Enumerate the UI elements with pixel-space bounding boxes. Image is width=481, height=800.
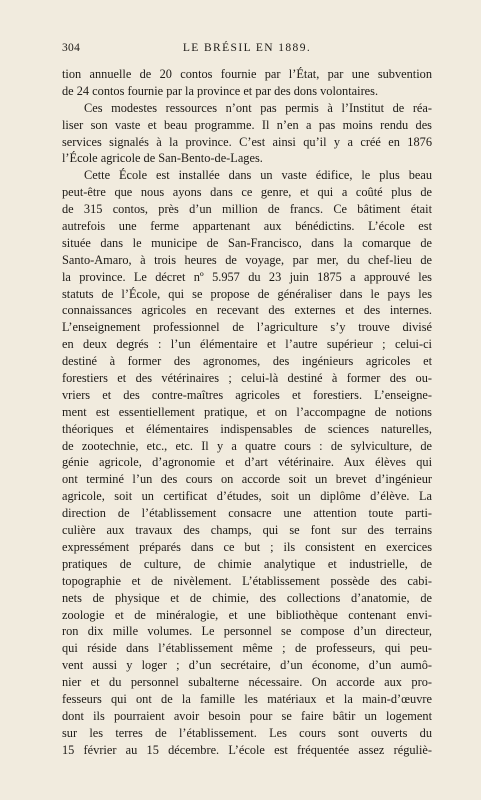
text-line: zoologie et de minéralogie, et une bibliothèque contenant envi- (62, 607, 432, 622)
text-line: L’enseignement professionnel de l’agriculture s’y trouve divisé (62, 320, 432, 335)
text-line: vriers et des contre-maîtres agricoles et forestiers. L’enseigne- (62, 387, 432, 402)
text-line: théoriques et élémentaires indispensables de sciences naturelles, (62, 421, 432, 436)
text-line: direction de l’établissement consacre une attention toute parti- (62, 506, 432, 521)
text-line: vent aussi y loger ; d’un secrétaire, d’un économe, d’un aumô- (62, 658, 432, 673)
text-line: ment est essentiellement pratique, et on l’accompagne de notions (62, 404, 432, 419)
text-line: liser son vaste et beau programme. Il n’en a pas moins rendu des (62, 117, 432, 132)
text-line: ron dix mille volumes. Le personnel se compose d’un directeur, (62, 624, 432, 639)
text-line: en deux degrés : l’un élémentaire et l’autre supérieur ; celui-ci (62, 337, 432, 352)
text-line: Ces modestes ressources n’ont pas permis à l’Institut de réa- (84, 100, 432, 115)
running-title: LE BRÉSIL EN 1889. (182, 42, 312, 54)
text-line: culière aux travaux des champs, qui se font sur des terrains (62, 523, 432, 538)
text-line: expressément préparés dans ce but ; ils consistent en exercices (62, 539, 432, 554)
text-line: agricole, soit un certificat d’études, soit un diplôme d’élève. La (62, 489, 432, 504)
text-line: peut-être que nous ayons dans ce genre, et qui a coûté plus de (62, 185, 432, 200)
text-line: Santo-Amaro, à trois heures de voyage, par mer, du chef-lieu de (62, 252, 432, 267)
text-line: services signalés à la province. C’est ainsi qu’il y a créé en 1876 (62, 134, 432, 149)
text-line: tion annuelle de 20 contos fournie par l’État, par une subvention (62, 67, 432, 81)
text-line: qui réside dans l’établissement même ; de professeurs, qui peu- (62, 641, 432, 656)
text-line: nets de physique et de chimie, des collections d’anatomie, de (62, 590, 432, 605)
text-line: pratiques de culture, de chimie analytique et industrielle, de (62, 556, 432, 571)
text-line: nier et du personnel subalterne nécessaire. On accorde aux pro- (62, 675, 432, 690)
text-line: ont terminé l’un des cours on accorde soit un brevet d’ingénieur (62, 472, 432, 487)
page-number: 304 (62, 42, 81, 54)
text-line: destiné à former des agronomes, des ingénieurs agricoles et (62, 354, 432, 369)
text-line: l’École agricole de San-Bento-de-Lages. (62, 151, 263, 166)
text-line: topographie et de nivèlement. L’établissement possède des cabi- (62, 573, 432, 588)
text-line: fesseurs qui ont de la famille les matériaux et la main-d’œuvre (62, 691, 432, 706)
text-line: de 315 contos, près d’un million de francs. Ce bâtiment était (62, 202, 432, 217)
text-line: forestiers et des vétérinaires ; celui-là destiné à former des ou- (62, 371, 432, 386)
text-line: Cette École est installée dans un vaste édifice, le plus beau (84, 168, 432, 183)
text-line: sur les terres de l’établissement. Les cours sont ouverts du (62, 725, 432, 740)
text-line: de zootechnie, etc., etc. Il y a quatre cours : de sylviculture, de (62, 438, 432, 453)
text-line: de 24 contos fournie par la province et par des dons volontaires. (62, 83, 379, 98)
text-line: statuts de l’École, qui se propose de généraliser dans le pays les (62, 286, 432, 301)
body-text (62, 66, 432, 759)
page-header (62, 42, 432, 58)
text-line: autrefois une ferme appartenant aux bénédictins. L’école est (62, 219, 432, 234)
text-line: dont ils pourraient avoir besoin pour se faire bâtir un logement (62, 708, 432, 723)
text-line: connaissances agricoles en recevant des externes et des internes. (62, 303, 432, 318)
text-line: génie agricole, d’agronomie et d’art vétérinaire. Aux élèves qui (62, 455, 432, 470)
text-line: située dans le municipe de San-Francisco, dans la comarque de (62, 235, 432, 250)
text-line: la province. Le décret nº 5.957 du 23 juin 1875 a approuvé les (62, 269, 432, 284)
text-line: 15 février au 15 décembre. L’école est fréquentée assez réguliè- (62, 742, 432, 757)
